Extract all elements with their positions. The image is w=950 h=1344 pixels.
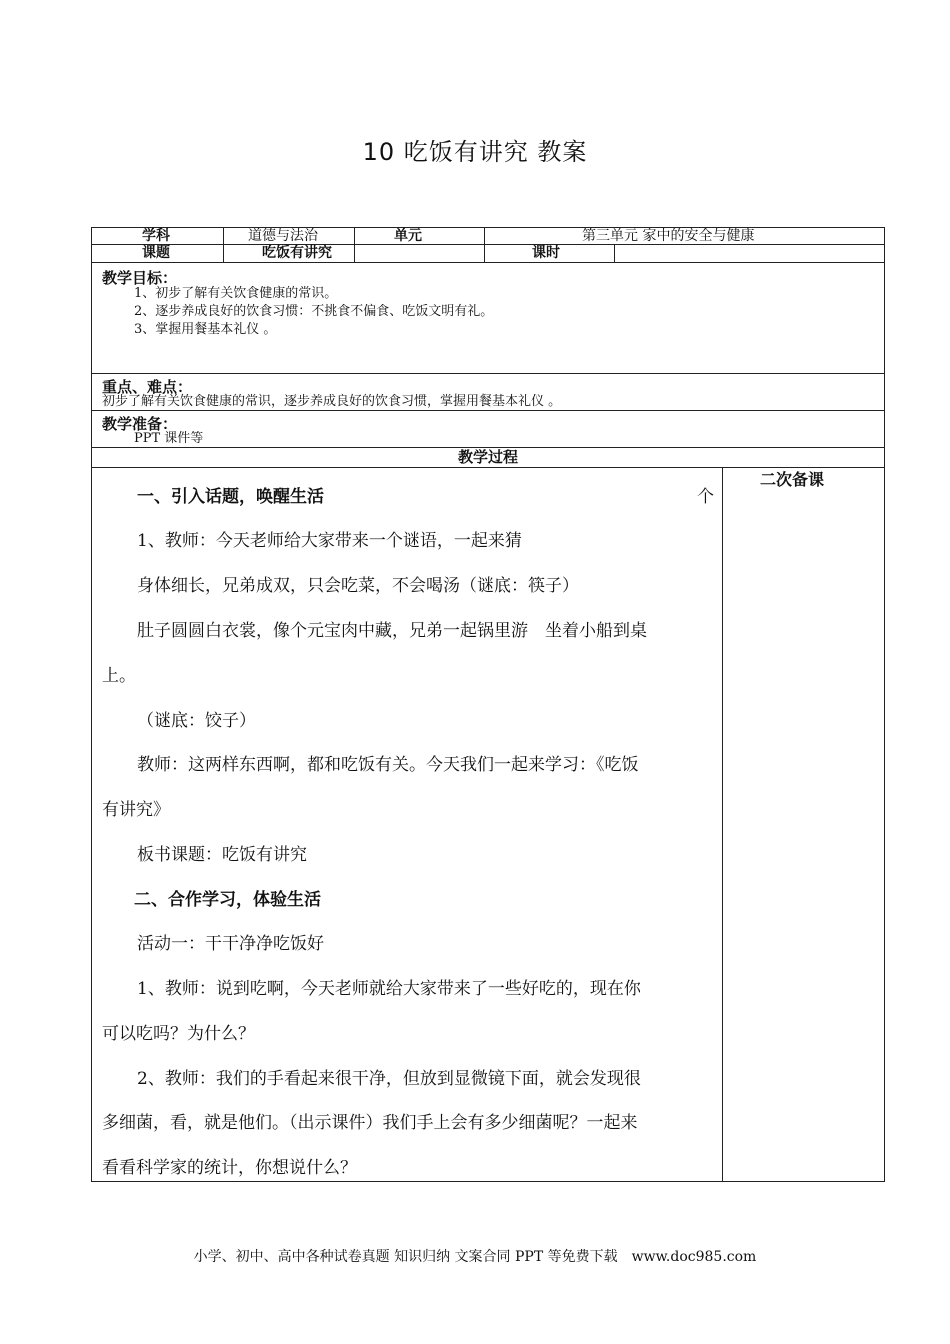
page-title: 10 吃饭有讲究 教案 <box>362 138 588 166</box>
row-divider <box>92 410 884 411</box>
col-divider <box>223 228 224 262</box>
row-divider <box>92 373 884 374</box>
key-points-heading: 重点、难点： <box>102 378 193 396</box>
col-divider <box>722 467 723 1181</box>
lesson-plan-table <box>91 227 885 1182</box>
stray-character: 个 <box>697 487 714 507</box>
body-line: 1、教师：今天老师给大家带来一个谜语，一起来猜 <box>137 531 522 551</box>
key-points-text: 初步了解有关饮食健康的常识，逐步养成良好的饮食习惯，掌握用餐基本礼仪 。 <box>102 394 562 409</box>
body-line: 肚子圆圆白衣裳，像个元宝肉中藏，兄弟一起锅里游 坐着小船到桌 <box>137 621 647 641</box>
body-line: 身体细长，兄弟成双，只会吃菜，不会喝汤（谜底：筷子） <box>137 576 579 596</box>
body-line: 教师：这两样东西啊，都和吃饭有关。今天我们一起来学习：《吃饭 <box>137 755 639 775</box>
body-line: 上。 <box>102 666 136 686</box>
objective-item: 2、逐步养成良好的饮食习惯：不挑食不偏食、吃饭文明有礼。 <box>134 304 494 319</box>
row-divider <box>92 262 884 263</box>
preparation-heading: 教学准备： <box>102 415 178 433</box>
body-line: 可以吃吗？为什么？ <box>102 1024 255 1044</box>
body-line: 看看科学家的统计，你想说什么？ <box>102 1158 357 1178</box>
row-divider <box>92 467 884 468</box>
period-label: 课时 <box>532 245 560 261</box>
objectives-heading: 教学目标： <box>102 269 178 287</box>
section-heading: 二、合作学习，体验生活 <box>134 890 321 910</box>
objective-item: 1、初步了解有关饮食健康的常识。 <box>134 286 338 301</box>
body-line: 有讲究》 <box>102 800 170 820</box>
subject-label: 学科 <box>142 228 170 244</box>
preparation-text: PPT 课件等 <box>134 431 204 446</box>
unit-value: 第三单元 家中的安全与健康 <box>582 228 755 244</box>
body-line: 活动一：干干净净吃饭好 <box>137 934 324 954</box>
unit-label: 单元 <box>394 228 422 244</box>
topic-value: 吃饭有讲究 <box>262 245 332 261</box>
body-line: 多细菌，看，就是他们。（出示课件）我们手上会有多少细菌呢？一起来 <box>102 1113 638 1133</box>
objective-item: 3、掌握用餐基本礼仪 。 <box>134 322 277 337</box>
row-divider <box>92 244 884 245</box>
body-line: 2、教师：我们的手看起来很干净，但放到显微镜下面，就会发现很 <box>137 1069 641 1089</box>
col-divider <box>354 228 355 262</box>
body-line: （谜底：饺子） <box>137 711 256 731</box>
page-footer: 小学、初中、高中各种试卷真题 知识归纳 文案合同 PPT 等免费下载 www.doc985.com <box>193 1249 757 1265</box>
col-divider <box>614 244 615 262</box>
topic-label: 课题 <box>142 245 170 261</box>
body-line: 板书课题：吃饭有讲究 <box>137 845 307 865</box>
process-heading: 教学过程 <box>457 448 518 466</box>
col-divider <box>484 228 485 262</box>
body-line: 1、教师：说到吃啊，今天老师就给大家带来了一些好吃的，现在你 <box>137 979 641 999</box>
subject-value: 道德与法治 <box>248 228 318 244</box>
section-heading: 一、引入话题，唤醒生活 <box>137 487 324 507</box>
second-prep-heading: 二次备课 <box>760 470 825 489</box>
